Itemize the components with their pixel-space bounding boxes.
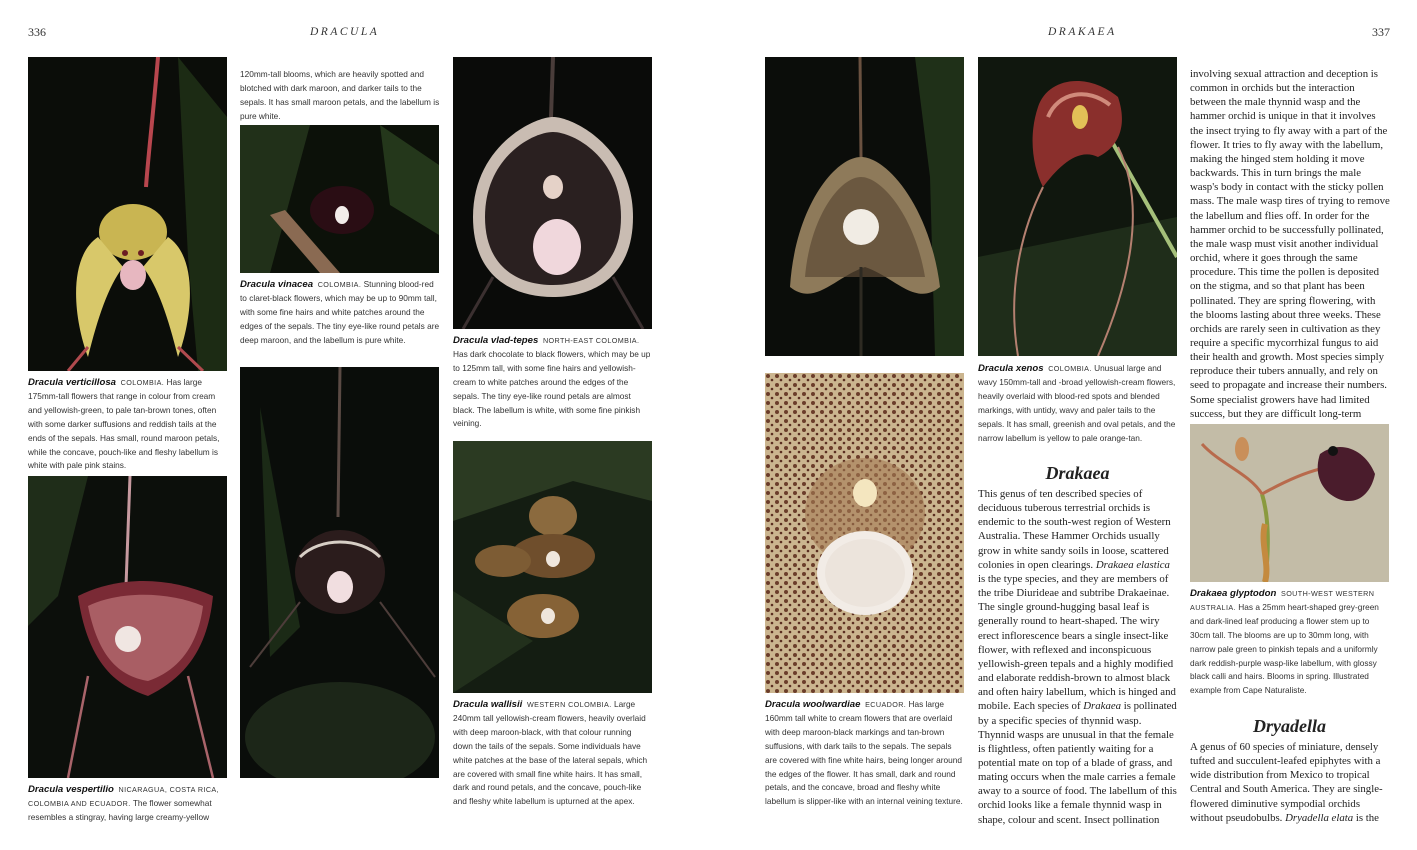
species-region: WESTERN COLOMBIA. [526,700,612,709]
species-description: Has dark chocolate to black flowers, which may be up to 125mm tall, with some fine hairs and yellowish-cream to white patches around the edges of the sepals. The tiny eye-like round petals are almost black. The labellum is white, with some fine pinkish veining. [453,348,651,429]
caption-dracula-vlad-tepes [453,334,653,431]
species-region: COLOMBIA. [1048,364,1092,373]
running-head-left: DRACULA [310,26,380,38]
photo-drakaea-glyptodon [1190,424,1389,582]
photo-dracula-vinacea [240,125,439,273]
photo-dracula-verticillosa [28,57,227,371]
species-name: Dracula verticillosa [28,377,116,388]
body-text: is the [1355,811,1379,824]
caption-dracula-xenos [978,362,1178,445]
page-number-right: 337 [1372,25,1390,39]
body-text: is the type species, and they are members of the tribe Diurideae and subtribe Drakaeinae. The single ground-hugging basal leaf is generally round to heart-shaped. The wiry erect inflorescence bears a single insect-like flower, with reflexed and inconspicuous yellowish-green tepals and a highly modified and elaborate reddish-brown to almost black and often hairy labellum, which is hinged and mobile. Each species of [978,572,1176,713]
species-description: Has a 25mm heart-shaped grey-green and dark-lined leaf producing a flower stem up to 30cm tall. The blooms are up to 30mm long, with narrow pale green to pinkish tepals and a uniformly dark reddish-purple wasp-like labellum, with glossy black calli and hairs. Blooms in spring. Illustrated example from Cape Naturaliste. [1190,601,1379,696]
species-description: Large 240mm tall yellowish-cream flowers, heavily overlaid with deep maroon-black, with that colour running down the tails of the sepals. Some individuals have white patches at the base of the lateral sepals, which are covered with small fine white hairs. It has small, dark and round petals, and the concave, pouch-like and fleshy white labellum is upturned at the apex. [453,699,648,807]
caption-dracula-wallisii [453,698,653,809]
species-name: Dracula xenos [978,363,1044,374]
body-text: This genus of ten described species of deciduous tuberous terrestrial orchids is endemic to the south-west region of Western Australia. These Hammer Orchids usually grow in white sandy soils in loose, scattered colonies in open clearings. [978,488,1171,571]
body-text: A genus of 60 species of miniature, densely tufted and succulent-leafed epiphytes with a wide distribution from Mexico to tropical Central and South America. They are single-flowered diminutive sympodial orchids without pseudobulbs. [1190,741,1383,824]
species-name-italic: Dryadella elata [1285,811,1354,824]
species-name: Dracula vlad-tepes [453,335,539,346]
species-name: Drakaea glyptodon [1190,588,1277,599]
species-region: NICARAGUA, COSTA RICA, COLOMBIA AND ECUADOR. [28,785,220,808]
caption-drakaea-glyptodon [1190,587,1390,698]
species-region: COLOMBIA. [317,280,362,289]
species-description: Has large 160mm tall white to cream flowers that are overlaid with deep maroon-black markings and tan-brown suffusions, with dark tails to the sepals. The sepals are covered with fine white hairs, being longer around the edges of the flower. It has small, dark and round petals, and the concave, broad and fleshy white labellum is slipper-like with an internal veining texture. [765,699,963,807]
species-description: The flower somewhat resembles a stingray, having large creamy-yellow [28,797,212,822]
species-name: Dracula woolwardiae [765,699,861,710]
species-region: NORTH-EAST COLOMBIA. [542,336,640,345]
species-region: ECUADOR. [865,700,907,709]
caption-dracula-woolwardiae [765,698,965,809]
caption-dracula-vespertilio-continued: 120mm-tall blooms, which are heavily spotted and blotched with dark maroon, and darker tails to the sepals. It has small maroon petals, and the labellum is pure white. [240,69,440,121]
photo-dracula-vespertilio [28,476,227,778]
species-region: COLOMBIA. [120,378,165,387]
species-name: Dracula vespertilio [28,784,114,795]
species-name: Dracula vinacea [240,279,314,290]
species-name: Dracula wallisii [453,699,523,710]
running-head-right: DRAKAEA [1048,26,1117,38]
species-region: SOUTH-WEST WESTERN AUSTRALIA. [1190,589,1375,612]
caption-dracula-vespertilio [28,783,228,825]
genus-name-italic: Drakaea [1083,700,1122,713]
page-number-left: 336 [28,25,46,39]
body-text: is pollinated by a specific species of thynnid wasp. Thynnid wasps are unusual in that the female is flightless, often patiently waiting for a potential mate on top of a blade of grass, and mating occurs when the male carries a female away to a source of food. The labellum of this orchid looks like a female thynnid wasp in shape, colour and scent. Insect pollination [978,700,1177,826]
photo-dracula-xenos [978,57,1177,356]
drakaea-body-text-continued: involving sexual attraction and deception is common in orchids but the interaction between the male thynnid wasp and the hammer orchid is unique in that it involves the insect trying to fly away with a part of the flower. It tries to fly away with the labellum, making the hinged stem holding it move backwards. This in turn brings the male wasp's body in contact with the sticky pollen mass. The male wasp tires of trying to remove the labellum and flies off. In order for the hammer orchid to be successfully pollinated, the male wasp must visit another individual orchid, where it goes through the same procedure. This time the pollen is deposited on the stigma, and so that plant has been pollinated. They are spring flowering, with the blooms lasting about three weeks. These orchids are rarely seen in cultivation as they require a specific mycorrhizal fungus to aid their health and growth. Most species simply reproduce their tubers annually, and rely on seed to propagate and increase their numbers. Some specialist growers have had limited success, but they are difficult long-term [1190,68,1390,420]
drakaea-body-text [978,487,1178,827]
photo-dracula-woolwardiae-closeup [765,373,964,693]
genus-heading-drakaea: Drakaea [1045,463,1110,483]
photo-dracula-vlad-tepes-closeup [453,57,652,329]
species-name-italic: Drakaea elastica [1095,558,1170,571]
species-description: Stunning blood-red to claret-black flowers, which may be up to 90mm tall, with some fine hairs and white patches around the edges of the sepals. The tiny eye-like round petals are deep maroon, and the labellum is pure white. [240,279,440,345]
dryadella-body-text [1190,740,1390,825]
species-description: Unusual large and wavy 150mm-tall and -broad yellowish-cream flowers, heavily overlaid with blood-red spots and blended markings, with untidy, wavy and paler tails to the sepals. It has small, greenish and oval petals, and the narrow labellum is yellow to pale orange-tan. [978,363,1176,443]
caption-dracula-verticillosa [28,376,228,473]
photo-dracula-wallisii [453,441,652,693]
caption-dracula-vinacea [240,278,440,348]
photo-dracula-vlad-tepes [240,367,439,778]
genus-heading-dryadella: Dryadella [1253,716,1326,736]
photo-dracula-woolwardiae-flower [765,57,964,356]
species-description: Has large 175mm-tall flowers that range in colour from cream and yellowish-green, to pale tan-brown tones, often with some darker suffusions and reddish tails at the ends of the sepals. Has small, round maroon petals, while the concave, pouch-like and fleshy labellum is white with pale pink stains. [28,377,220,471]
